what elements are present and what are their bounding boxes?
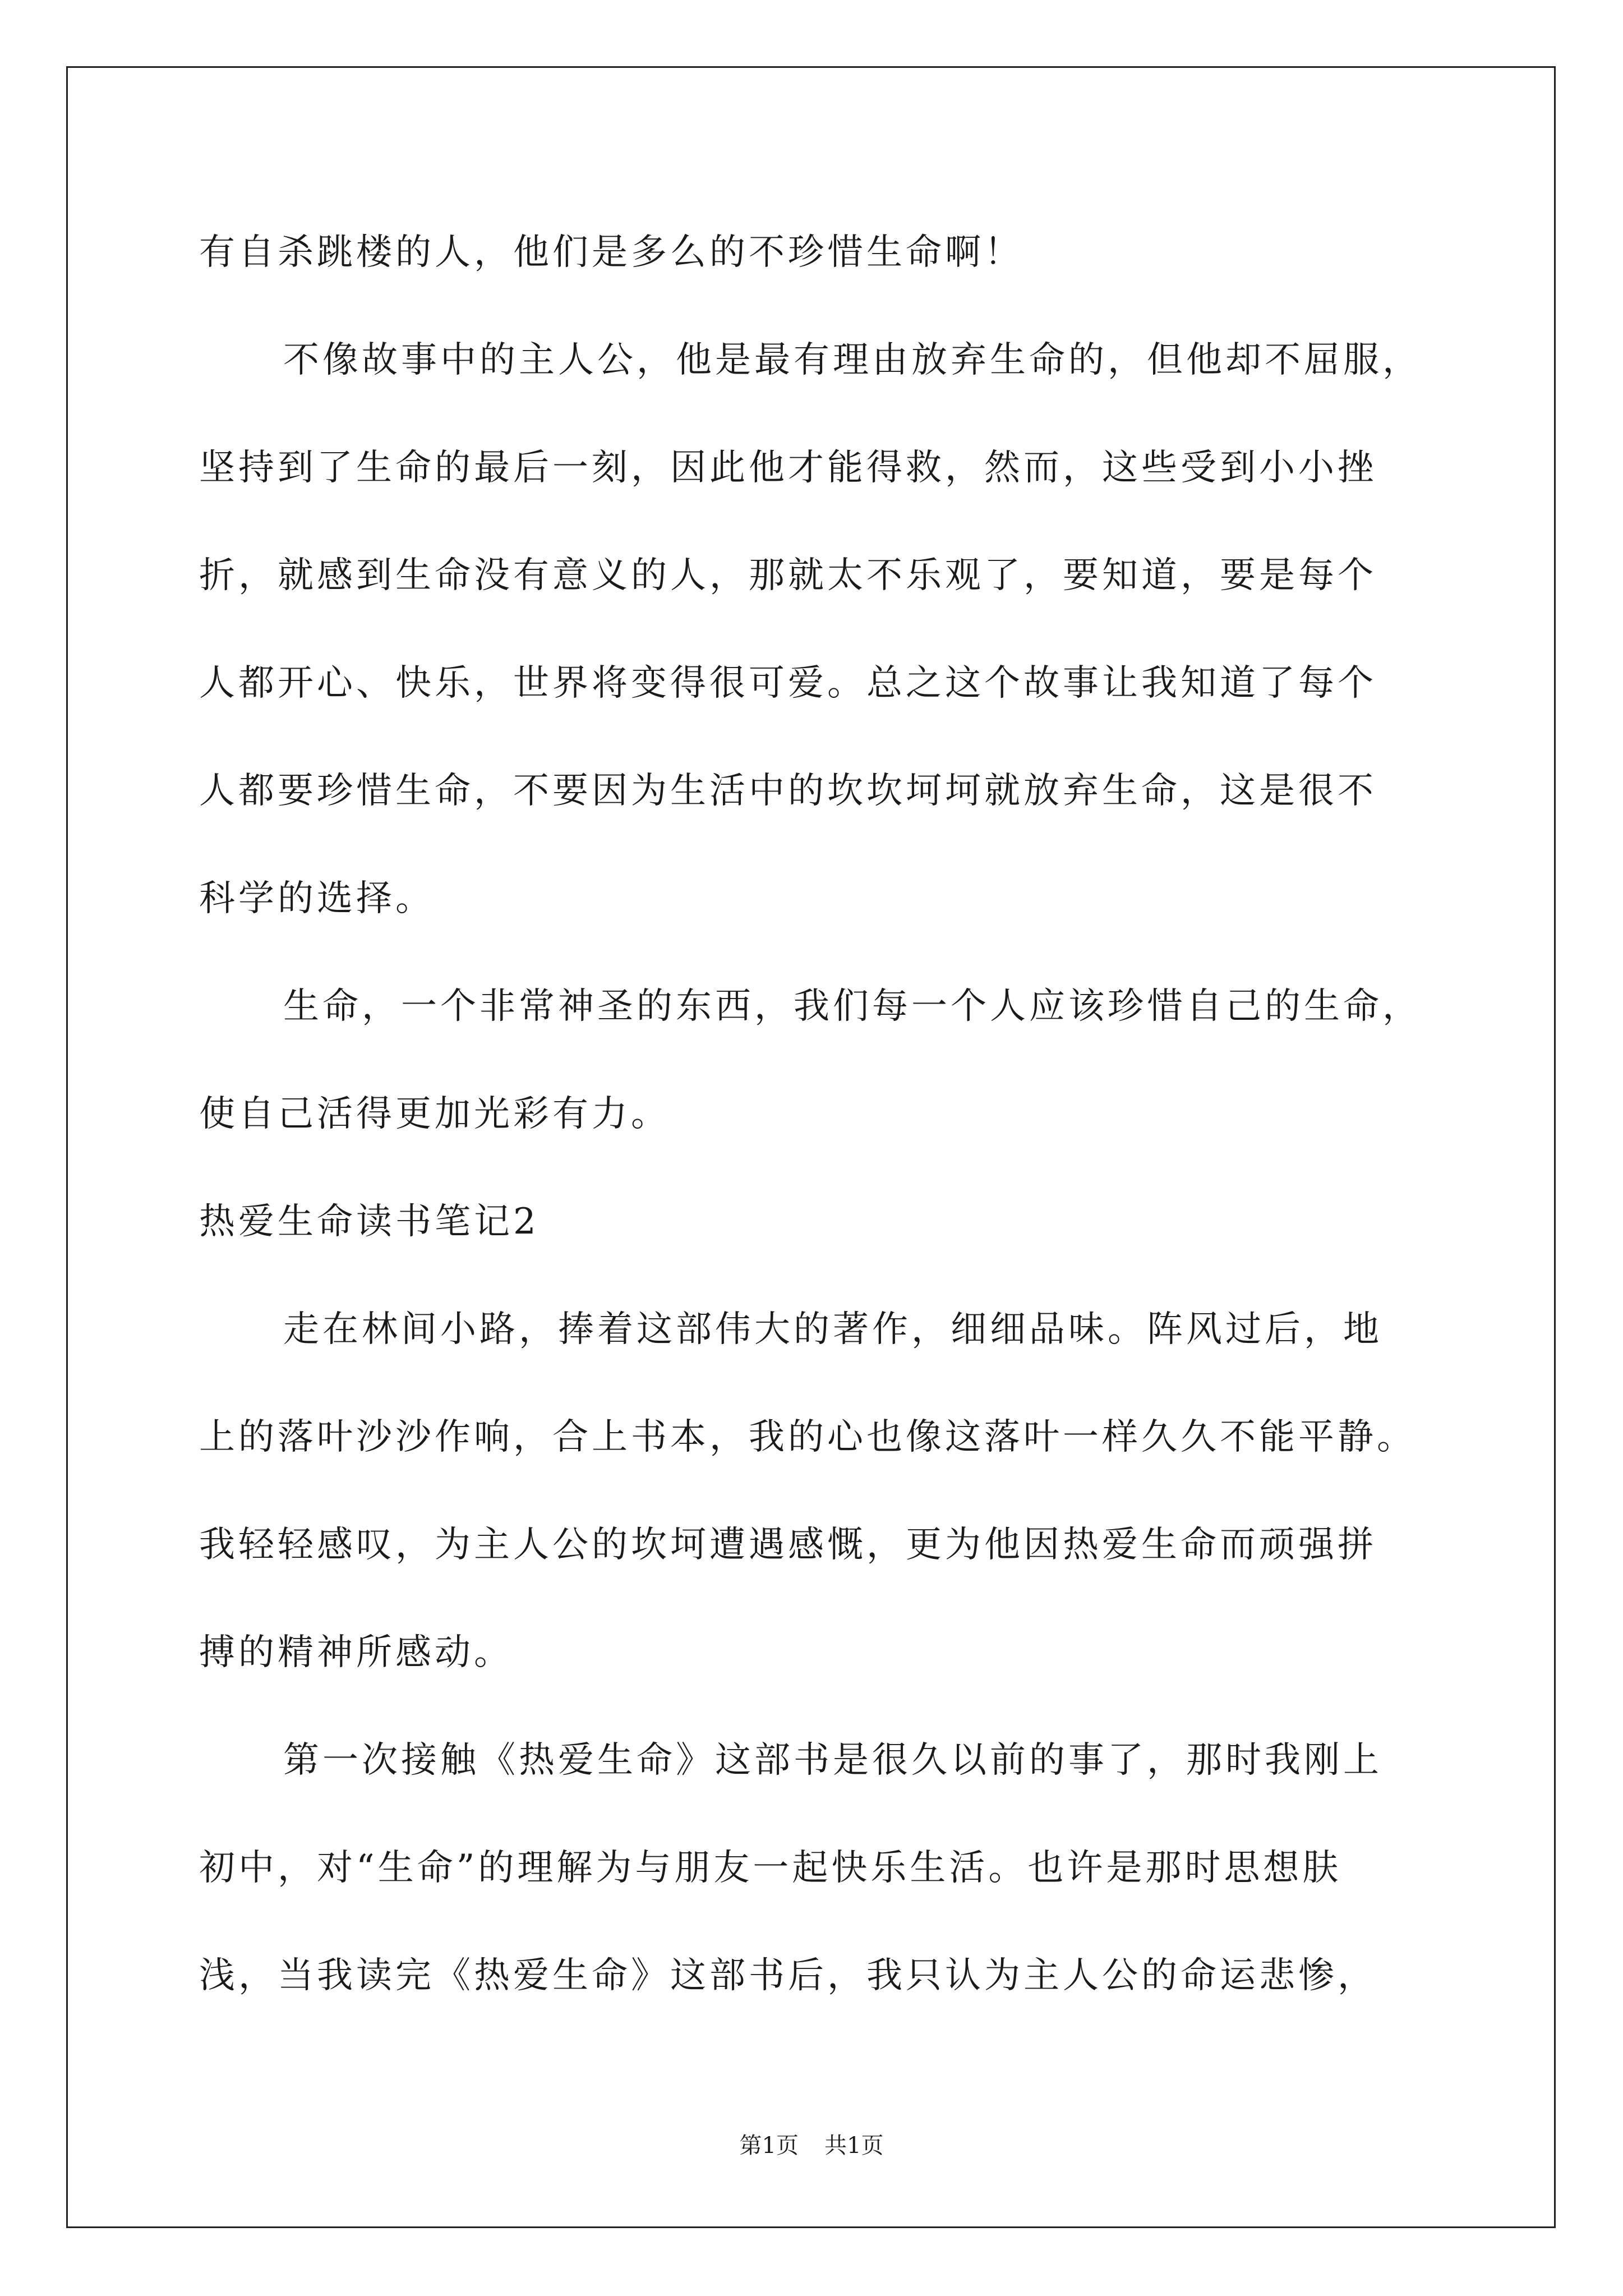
text-line: 折，就感到生命没有意义的人，那就太不乐观了，要知道，要是每个 <box>199 555 1377 596</box>
text-line: 人都开心、快乐，世界将变得很可爱。总之这个故事让我知道了每个 <box>199 662 1377 704</box>
text-line: 使自己活得更加光彩有力。 <box>199 1093 670 1135</box>
text-line: 坚持到了生命的最后一刻，因此他才能得救，然而，这些受到小小挫 <box>199 447 1377 489</box>
text-line: 上的落叶沙沙作响，合上书本，我的心也像这落叶一样久久不能平静。 <box>199 1416 1416 1458</box>
text-line: 搏的精神所感动。 <box>199 1632 513 1673</box>
text-line: 人都要珍惜生命，不要因为生活中的坎坎坷坷就放弃生命，这是很不 <box>199 770 1377 812</box>
section-heading: 热爱生命读书笔记2 <box>199 1201 540 1243</box>
text-line: 我轻轻感叹，为主人公的坎坷遭遇感慨，更为他因热爱生命而顽强拼 <box>199 1524 1377 1566</box>
text-line: 初中，对“生命”的理解为与朋友一起快乐生活。也许是那时思想肤 <box>199 1847 1342 1889</box>
text-line: 科学的选择。 <box>199 878 435 919</box>
text-line: 走在林间小路，捧着这部伟大的著作，细细品味。阵风过后，地 <box>283 1309 1382 1350</box>
page-total: 共1页 <box>824 2133 884 2159</box>
page-number: 第1页 <box>739 2133 799 2159</box>
text-line: 有自杀跳楼的人，他们是多么的不珍惜生命啊！ <box>199 232 1023 273</box>
text-line: 不像故事中的主人公，他是最有理由放弃生命的，但他却不屈服， <box>283 339 1422 381</box>
text-line: 第一次接触《热爱生命》这部书是很久以前的事了，那时我刚上 <box>283 1740 1382 1781</box>
text-line: 浅，当我读完《热爱生命》这部书后，我只认为主人公的命运悲惨， <box>199 1955 1377 1996</box>
page-border <box>66 66 1556 2228</box>
text-line: 生命，一个非常神圣的东西，我们每一个人应该珍惜自己的生命， <box>283 986 1422 1027</box>
page-footer <box>0 2132 1623 2160</box>
